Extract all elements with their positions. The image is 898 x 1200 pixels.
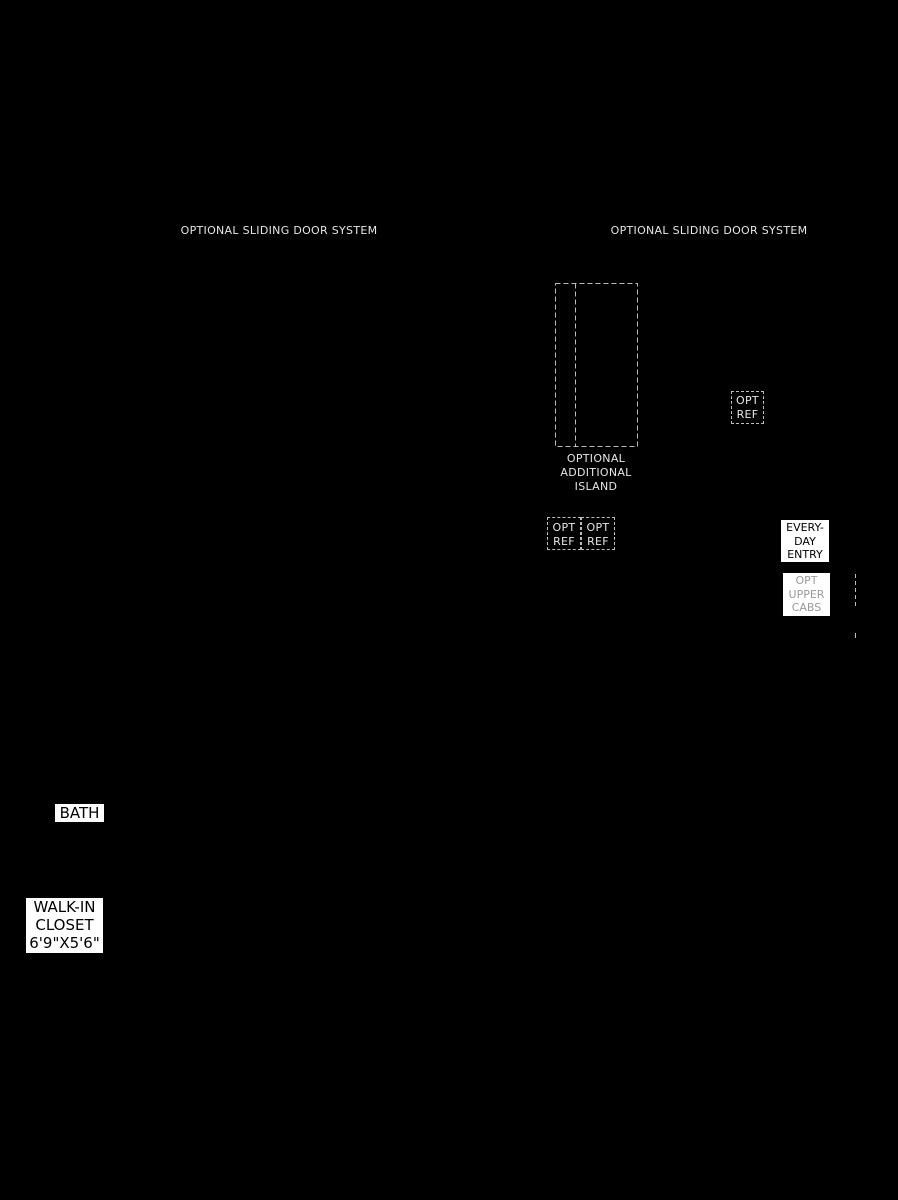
walk-in-closet-line-1: WALK-IN bbox=[33, 898, 96, 916]
island-outline bbox=[556, 284, 638, 447]
island-label-line-1: OPTIONAL bbox=[566, 452, 626, 465]
sliding-door-label-right: OPTIONAL SLIDING DOOR SYSTEM bbox=[610, 224, 808, 237]
opt-ref-lower-left-line-2: REF bbox=[553, 535, 575, 548]
opt-ref-upper-label bbox=[731, 394, 764, 422]
bath-label: BATH bbox=[55, 804, 104, 822]
island-label-line-3: ISLAND bbox=[574, 480, 618, 493]
opt-ref-upper-line-1: OPT bbox=[736, 394, 759, 407]
sliding-door-label-left: OPTIONAL SLIDING DOOR SYSTEM bbox=[180, 224, 378, 237]
opt-ref-upper-line-2: REF bbox=[736, 408, 759, 421]
opt-ref-lower-left-line-1: OPT bbox=[552, 521, 576, 534]
walk-in-closet-line-2: CLOSET bbox=[35, 916, 94, 934]
opt-ref-lower-right-line-2: REF bbox=[587, 535, 609, 548]
everyday-entry-line-2: DAY bbox=[794, 534, 816, 548]
everyday-entry-line-3: ENTRY bbox=[787, 548, 823, 561]
opt-upper-cabs-line-1: OPT bbox=[795, 574, 818, 587]
island-label bbox=[548, 452, 644, 494]
opt-upper-cabs-line-3: CABS bbox=[791, 601, 822, 614]
opt-upper-cabs-line-2: UPPER bbox=[788, 587, 825, 601]
opt-ref-lower-right-label bbox=[581, 521, 615, 549]
opt-upper-cabs-label bbox=[783, 573, 830, 616]
everyday-entry-label bbox=[781, 520, 829, 562]
everyday-entry-line-1: EVERY- bbox=[786, 521, 824, 534]
walk-in-closet-label bbox=[26, 898, 103, 953]
island-label-line-2: ADDITIONAL bbox=[560, 466, 632, 479]
walk-in-closet-line-3: 6'9"X5'6" bbox=[29, 934, 100, 952]
opt-ref-lower-left-label bbox=[547, 521, 581, 549]
opt-ref-lower-right-line-1: OPT bbox=[586, 521, 610, 534]
